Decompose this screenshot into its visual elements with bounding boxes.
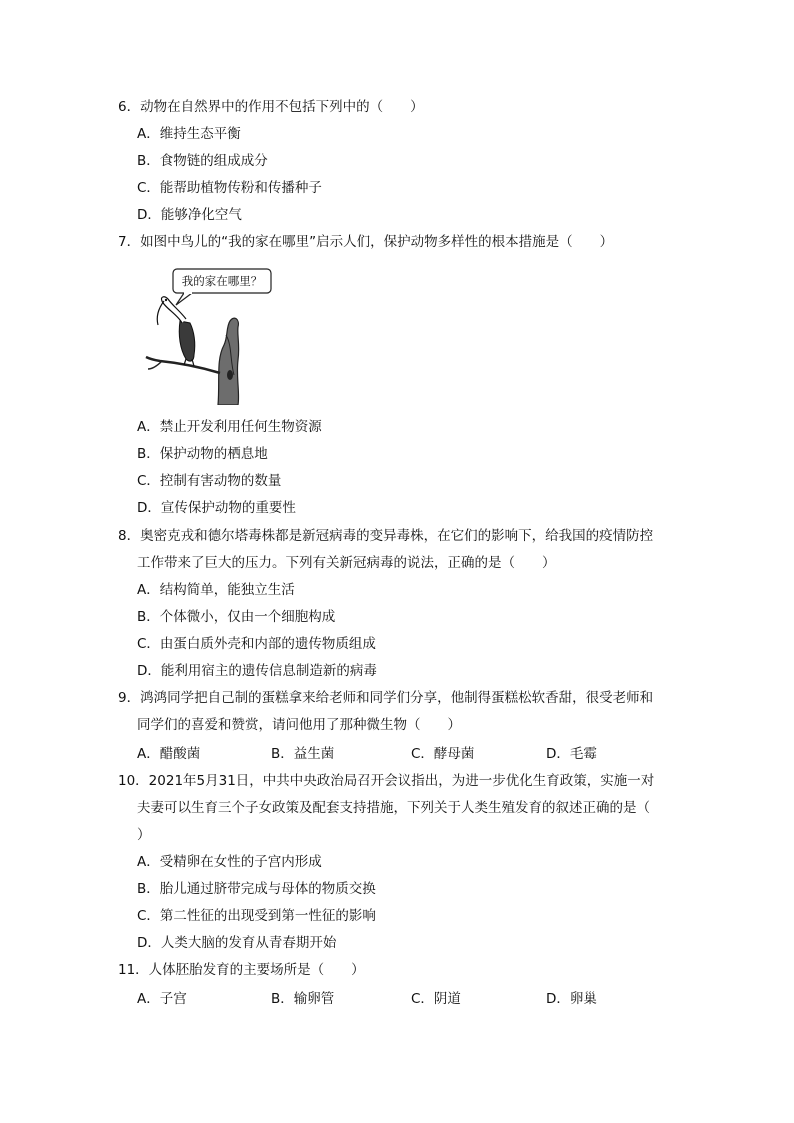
question-8-option-d: D．能利用宿主的遗传信息制造新的病毒 xyxy=(137,663,377,679)
bird-on-tree-figure xyxy=(140,265,280,405)
question-10-option-a: A．受精卵在女性的子宫内形成 xyxy=(137,854,322,870)
question-7-option-d: D．宣传保护动物的重要性 xyxy=(137,500,296,516)
question-11-option-c: C．阴道 xyxy=(411,991,461,1007)
question-11-stem: 11．人体胚胎发育的主要场所是（ ） xyxy=(118,962,365,978)
question-9-option-b: B．益生菌 xyxy=(271,746,335,762)
question-8-stem-line-2: 工作带来了巨大的压力。下列有关新冠病毒的说法，正确的是（ ） xyxy=(137,555,556,571)
question-10-stem-line-3: ） xyxy=(137,827,151,843)
question-7-option-b: B．保护动物的栖息地 xyxy=(137,446,268,462)
question-7-option-c: C．控制有害动物的数量 xyxy=(137,473,282,489)
question-9-stem-line-2: 同学们的喜爱和赞赏，请问他用了那种微生物（ ） xyxy=(137,717,461,733)
question-6-option-c: C．能帮助植物传粉和传播种子 xyxy=(137,180,322,196)
question-10-option-d: D．人类大脑的发育从青春期开始 xyxy=(137,935,337,951)
question-10-option-b: B．胎儿通过脐带完成与母体的物质交换 xyxy=(137,881,376,897)
question-11-option-d: D．卵巢 xyxy=(546,991,597,1007)
question-6-option-d: D．能够净化空气 xyxy=(137,207,242,223)
question-9-stem-line-1: 9．鸿鸿同学把自己制的蛋糕拿来给老师和同学们分享，他制得蛋糕松软香甜，很受老师和 xyxy=(118,690,654,706)
question-10-stem-line-2: 夫妻可以生育三个子女政策及配套支持措施，下列关于人类生殖发育的叙述正确的是（ xyxy=(137,800,650,816)
question-6-option-b: B．食物链的组成成分 xyxy=(137,153,268,169)
bird-speech-bubble-text: 我的家在哪里？ xyxy=(181,274,263,288)
question-7-stem: 7．如图中鸟儿的“我的家在哪里”启示人们，保护动物多样性的根本措施是（ ） xyxy=(118,234,614,250)
question-8-option-a: A．结构简单，能独立生活 xyxy=(137,582,295,598)
question-8-option-b: B．个体微小，仅由一个细胞构成 xyxy=(137,609,336,625)
question-9-option-d: D．毛霉 xyxy=(546,746,597,762)
question-11-option-b: B．输卵管 xyxy=(271,991,335,1007)
question-9-option-a: A．醋酸菌 xyxy=(137,746,201,762)
question-6-stem: 6．动物在自然界中的作用不包括下列中的（ ） xyxy=(118,99,424,115)
question-9-option-c: C．酵母菌 xyxy=(411,746,475,762)
question-6-option-a: A．维持生态平衡 xyxy=(137,126,241,142)
question-8-option-c: C．由蛋白质外壳和内部的遗传物质组成 xyxy=(137,636,376,652)
question-10-option-c: C．第二性征的出现受到第一性征的影响 xyxy=(137,908,376,924)
question-10-stem-line-1: 10．2021年5月31日，中共中央政治局召开会议指出，为进一步优化生育政策，实施一对 xyxy=(118,773,655,789)
question-8-stem-line-1: 8．奥密克戎和德尔塔毒株都是新冠病毒的变异毒株，在它们的影响下，给我国的疫情防控 xyxy=(118,528,654,544)
question-7-option-a: A．禁止开发利用任何生物资源 xyxy=(137,419,322,435)
question-11-option-a: A．子宫 xyxy=(137,991,187,1007)
